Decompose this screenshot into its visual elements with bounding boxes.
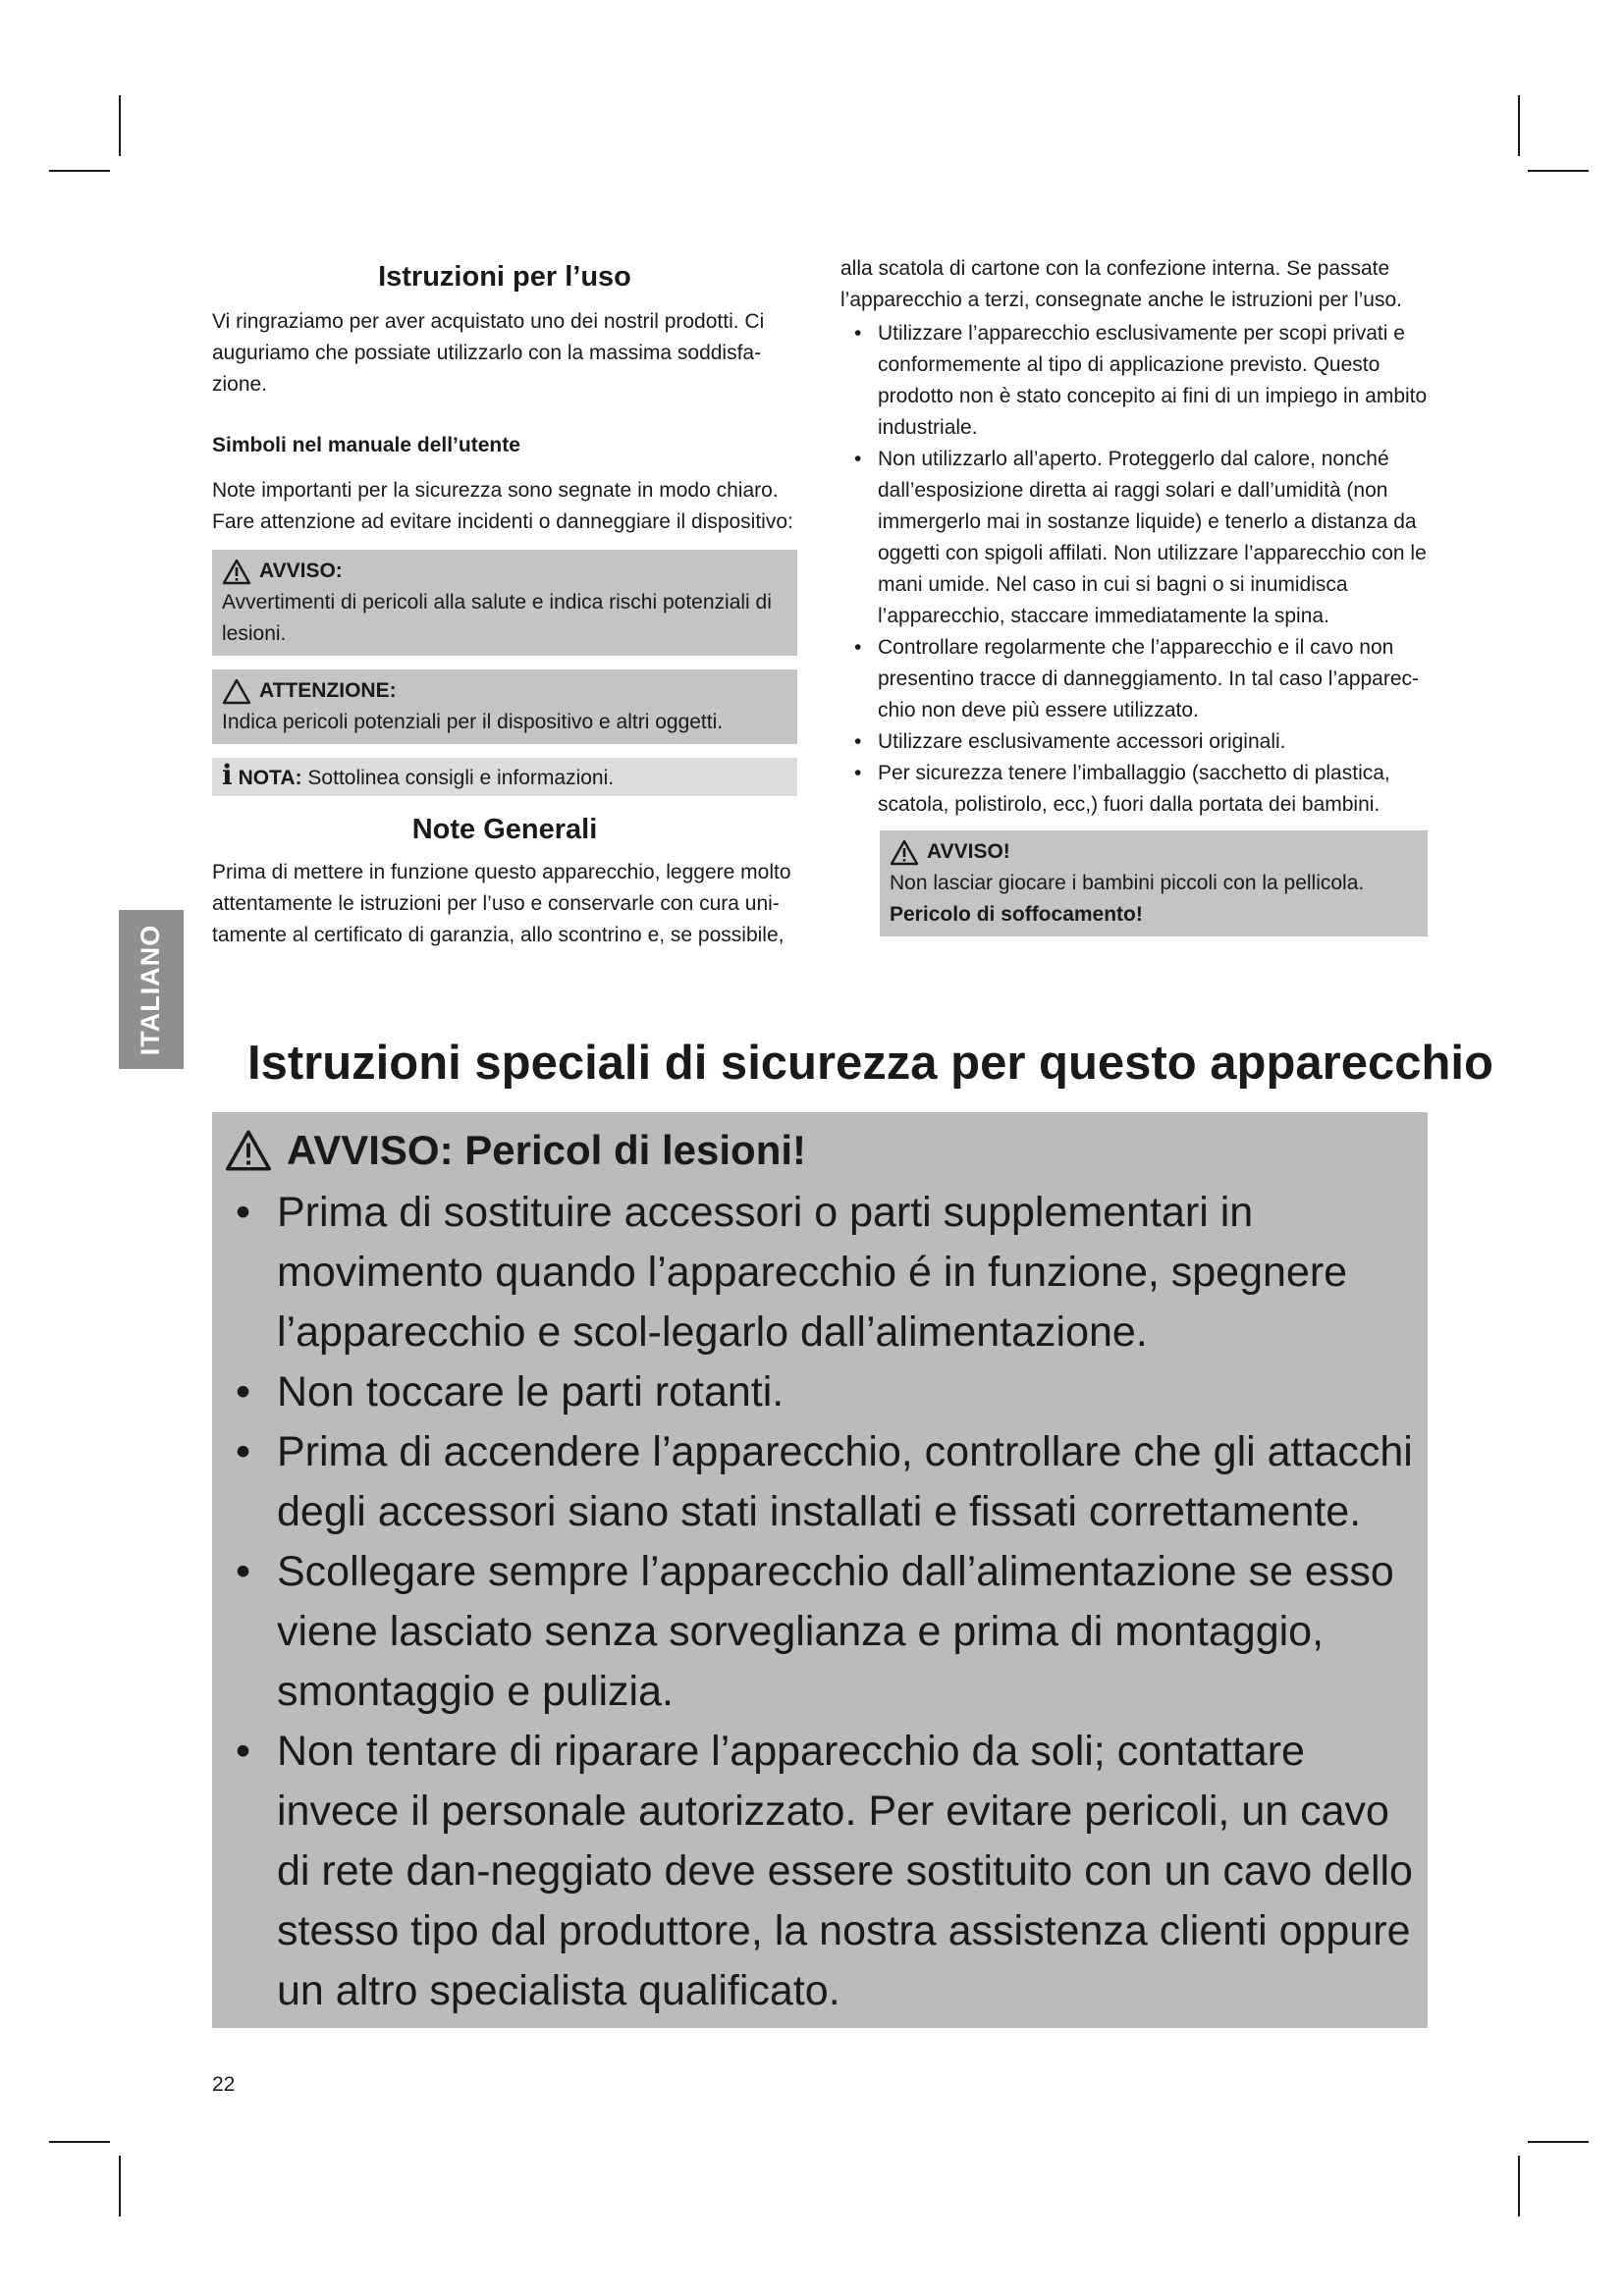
warning-triangle-icon: [222, 559, 251, 585]
special-warning-label: AVVISO: Pericol di lesioni!: [287, 1127, 806, 1173]
attenzione-label: ATTENZIONE:: [259, 679, 397, 702]
left-column: [212, 257, 797, 951]
general-notes-text: Prima di mettere in funzione questo apparecchio, leggere molto attentamente le istruzioni per l’uso e conservarle con cura uni-tamente al certificato di garanzia, allo scontrino e, se possibile,: [212, 861, 791, 946]
attenzione-box: [212, 669, 797, 744]
list-item: • Per sicurezza tenere l’imballaggio (sacchetto di plastica, scatola, polistirolo, ecc,) fuori dalla portata dei bambini.: [840, 758, 1428, 821]
info-icon: i: [222, 759, 233, 791]
language-tab-label: ITALIANO: [135, 924, 166, 1055]
warning-triangle-icon: [890, 839, 919, 866]
right-column: [840, 253, 1428, 936]
attenzione-heading: [222, 675, 787, 707]
attenzione-text: Indica pericoli potenziali per il dispositivo e altri oggetti.: [222, 711, 724, 733]
page-number: 22: [212, 2073, 236, 2096]
warning-triangle-icon: [224, 1129, 273, 1172]
crop-mark: [1518, 2156, 1520, 2216]
list-item: • Controllare regolarmente che l’apparecchio e il cavo non presentino tracce di danneggiamento. In tal caso l’apparec-chio non deve più essere utilizzato.: [840, 632, 1428, 726]
symbols-heading: Simboli nel manuale dell’utente: [212, 434, 520, 456]
list-item: • Non tentare di riparare l’apparecchio da soli; contattare invece il personale autorizzato. Per evitare pericoli, un cavo di rete dan-neggiato deve essere sostituito con un cavo dello stesso tipo dal produttore, la nostra assistenza clienti oppure un altro specialista qualificato.: [224, 1722, 1416, 2021]
general-bullets: [840, 318, 1428, 821]
crop-mark: [49, 170, 110, 172]
general-notes-title: Note Generali: [411, 814, 598, 845]
crop-mark: [1518, 95, 1520, 156]
avviso-text: Avvertimenti di pericoli alla salute e indica rischi potenziali di lesioni.: [222, 591, 772, 645]
list-item: • Non toccare le parti rotanti.: [224, 1362, 1416, 1422]
packaging-warning-box: [880, 830, 1428, 936]
nota-label: NOTA:: [238, 767, 302, 789]
special-safety-box: [212, 1112, 1428, 2028]
crop-mark: [119, 2156, 121, 2216]
nota-text: Sottolinea consigli e informazioni.: [307, 767, 615, 789]
instructions-title: Istruzioni per l’uso: [378, 261, 631, 293]
list-item: • Utilizzare l’apparecchio esclusivamente per scopi privati e conformemente al tipo di applicazione previsto. Questo prodotto non è stato concepito ai fini di un impiego in ambito industriale.: [840, 318, 1428, 444]
crop-mark: [49, 2141, 110, 2143]
list-item: • Non utilizzarlo all’aperto. Proteggerlo dal calore, nonché dall’esposizione diretta ai raggi solari e dall’umidità (non immergerlo mai in sostanze liquide) e tenerlo a distanza da oggetti con spigoli affilati. Non utilizzare l’apparecchio con le mani umide. Nel caso in cui si bagni o si inumidisca l’apparecchio, staccare immediatamente la spina.: [840, 444, 1428, 632]
crop-mark: [119, 95, 121, 156]
packaging-warning-heading: [890, 836, 1418, 868]
avviso-box: [212, 550, 797, 656]
nota-box: [212, 758, 797, 796]
avviso-label: AVVISO:: [259, 560, 343, 582]
special-bullets: [224, 1183, 1416, 2021]
avviso-heading: [222, 556, 787, 587]
list-item: • Scollegare sempre l’apparecchio dall’alimentazione se esso viene lasciato senza sorveglianza e prima di montaggio, smontaggio e pulizia.: [224, 1542, 1416, 1722]
list-item: • Prima di accendere l’apparecchio, controllare che gli attacchi degli accessori siano stati installati e fissati correttamente.: [224, 1422, 1416, 1542]
symbols-text: Note importanti per la sicurezza sono segnate in modo chiaro. Fare attenzione ad evitare incidenti o danneggiare il dispositivo:: [212, 479, 793, 533]
language-tab: [119, 910, 184, 1069]
packaging-warning-bold: Pericolo di soffocamento!: [890, 903, 1143, 926]
packaging-warning-text: Non lasciar giocare i bambini piccoli con la pellicola.: [890, 872, 1365, 894]
special-warning-heading: [224, 1120, 1416, 1181]
continued-text: alla scatola di cartone con la confezione interna. Se passate l’apparecchio a terzi, consegnate anche le istruzioni per l’uso.: [840, 257, 1402, 311]
list-item: • Prima di sostituire accessori o parti supplementari in movimento quando l’apparecchio é in funzione, spegnere l’apparecchio e scol-legarlo dall’alimentazione.: [224, 1183, 1416, 1362]
list-item: • Utilizzare esclusivamente accessori originali.: [840, 726, 1428, 758]
packaging-warning-label: AVVISO!: [927, 840, 1010, 863]
caution-triangle-icon: [222, 678, 251, 705]
special-safety-title: Istruzioni speciali di sicurezza per questo apparecchio: [247, 1037, 1493, 1090]
crop-mark: [1528, 2141, 1589, 2143]
intro-text: Vi ringraziamo per aver acquistato uno dei nostril prodotti. Ci auguriamo che possiate utilizzarlo con la massima soddisfa-zione.: [212, 310, 765, 396]
crop-mark: [1528, 170, 1589, 172]
